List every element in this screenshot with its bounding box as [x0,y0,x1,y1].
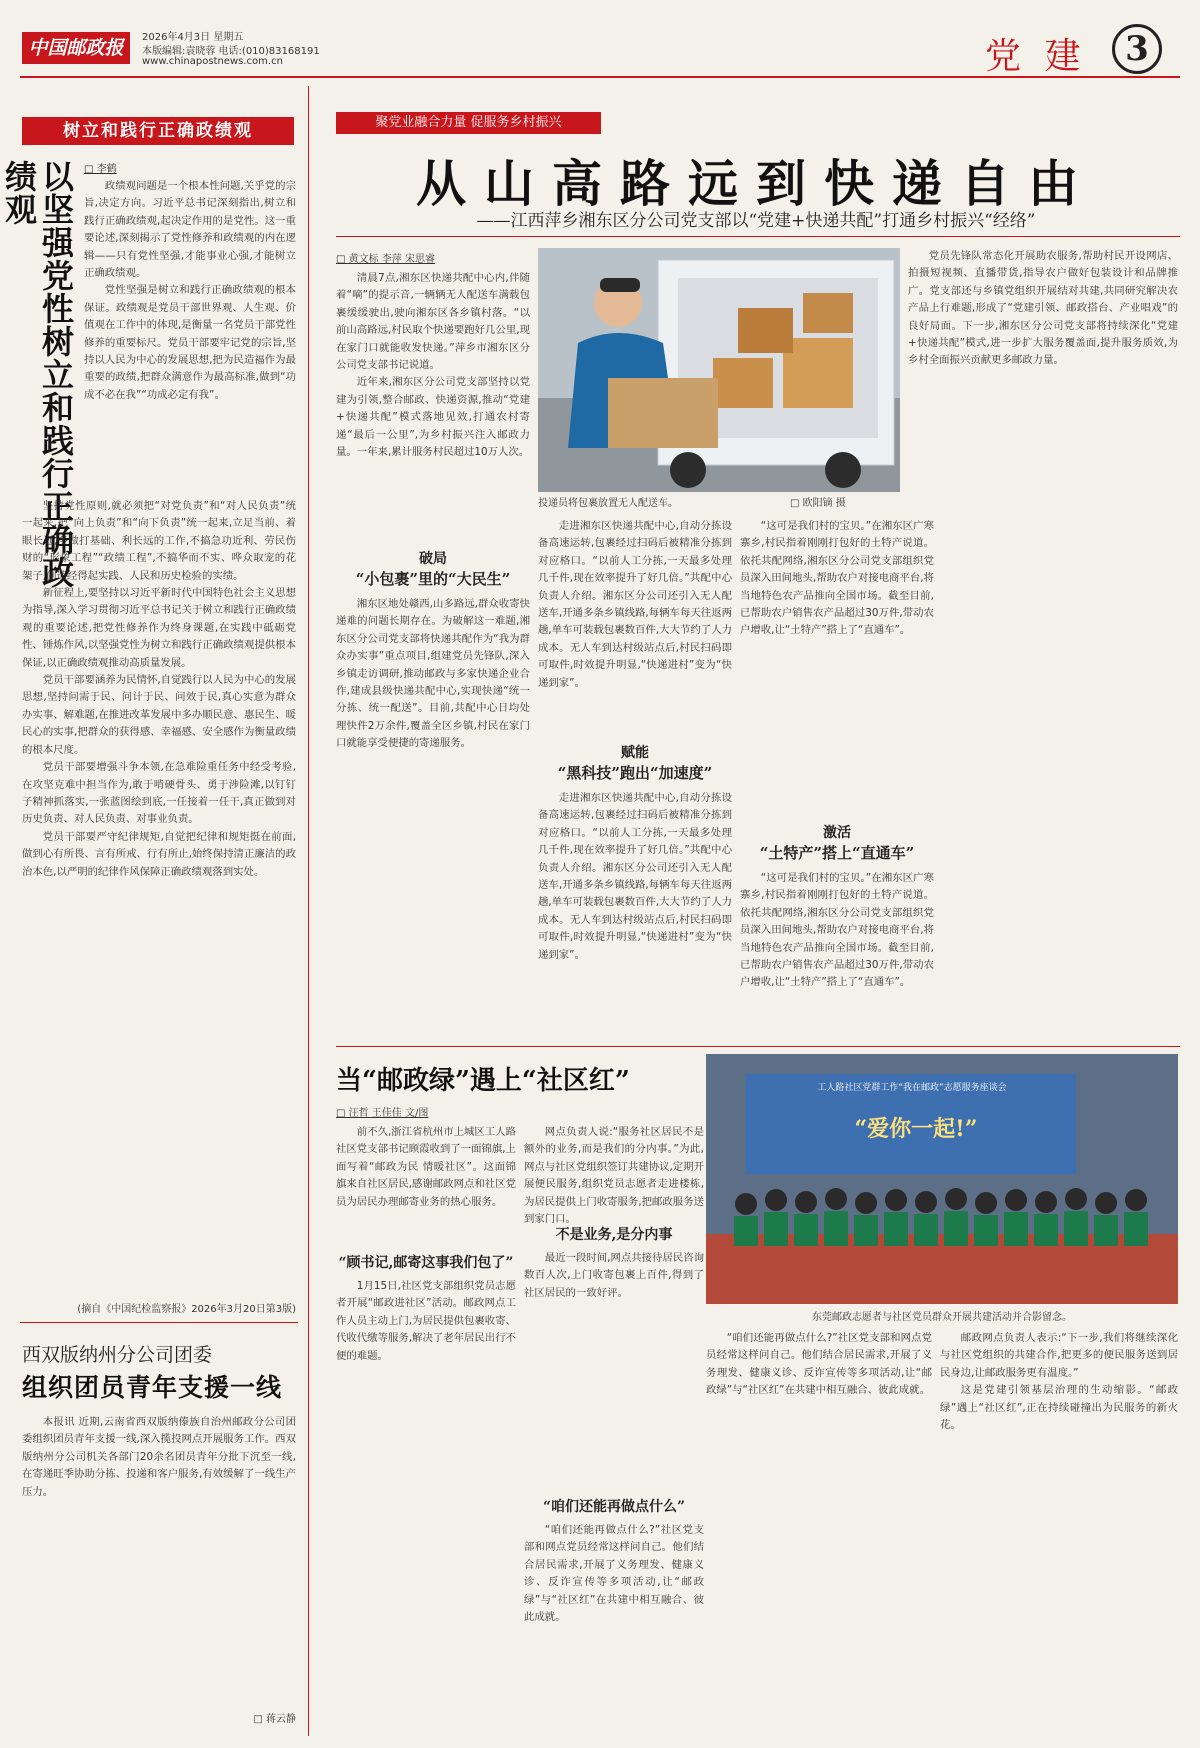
paragraph: 近年来,湘东区分公司党支部坚持以党建为引领,整合邮政、快递资源,推动“党建+快递共配”模式落地见效,打通农村寄递“最后一公里”,为乡村振兴注入邮政力量。一年来,累计服务村民超过10万人次。 [336,376,530,459]
section-heading-3 [740,822,934,863]
bottom-col3: “咱们还能再做点什么?”社区党支部和网点党员经常这样问自己。他们结合居民需求,开展了义务理发、健康义诊、反诈宣传等多项活动,让“邮政绿”与“社区红”在共建中相互融合、彼此成就。 [706,1332,932,1397]
paragraph: 新征程上,要坚持以习近平新时代中国特色社会主义思想为指导,深入学习贯彻习近平总书记关于树立和践行正确政绩观的重要论述,把党性修养作为终身课题,在实践中砥砺党性、锤炼作风,以坚强党性为树立和践行正确政绩观提供根本保证,以正确政绩观推动高质量发展。 [22,587,296,669]
website: www.chinapostnews.com.cn [142,56,283,67]
bottom-col1 [336,1124,516,1244]
paragraph: 前不久,浙江省杭州市上城区工人路社区党支部书记顾霞收到了一面锦旗,上面写着“邮政为民 情暖社区”。这面锦旗来自社区居民,感谢邮政网点和社区党员为居民办理邮寄业务的热心服务。 [336,1126,516,1208]
group-photo-caption: 东莞邮政志愿者与社区党员群众开展共建活动并合影留念。 [812,1312,1072,1323]
courier-photo [538,248,900,492]
main-col3: “这可是我们村的宝贝。”在湘东区广寒寨乡,村民指着刚刚打包好的土特产说道。依托共配网络,湘东区分公司党支部组织党员深入田间地头,帮助农户对接电商平台,将当地特色农产品推向全国市场。截至目前,已帮助农户销售农产品超过30万件,带动农户增收,让“土特产”搭上了“直通车”。 [740,520,934,637]
brief-body: 本报讯 近期,云南省西双版纳傣族自治州邮政分公司团委组织团员青年支援一线,深入揽投网点开展服务工作。西双版纳州分公司机关各部门20余名团员青年分批下沉至一线,在寄递旺季协助分拣、投递和客户服务,有效缓解了一线生产压力。 [22,1416,296,1498]
bottom-col2-mid: 最近一段时间,网点共接待居民咨询数百人次,上门收寄包裹上百件,得到了社区居民的一致好评。 [524,1252,704,1299]
page-number: 3 [1112,24,1162,74]
brief-title-line1: 西双版纳州分公司团委 [22,1344,213,1366]
paragraph: 清晨7点,湘东区快递共配中心内,伴随着“嘀”的提示音,一辆辆无人配送车满载包裹缓缓驶出,驶向湘东区各乡镇村落。“以前山高路远,村民取个快递要跑好几公里,现在家门口就能收发快递。”萍乡市湘东区分公司党支部书记说道。 [336,272,530,372]
masthead [0,0,1200,80]
group-photo-sign: 工人路社区党群工作“我在邮政”志愿服务座谈会 [817,1083,1007,1093]
paragraph: 党性坚强是树立和践行正确政绩观的根本保证。政绩观是党员干部世界观、人生观、价值观在工作中的体现,是衡量一名党员干部党性修养的重要标尺。党员干部要牢记党的宗旨,坚持以人民为中心的发展思想,把为民造福作为最重要的政绩,把群众满意作为最高标准,做到“功成不必在我”“功成必定有我”。 [84,284,296,401]
main-col4: 党员先锋队常态化开展助农服务,帮助村民开设网店、拍摄短视频、直播带货,指导农户做好包装设计和品牌推广。党支部还与乡镇党组织开展结对共建,共同研究解决农产品上行难题,形成了“党建引领、邮政搭台、产业唱戏”的良好局面。下一步,湘东区分公司党支部将持续深化“党建+快递共配”模式,进一步扩大服务覆盖面,提升服务质效,为乡村全面振兴贡献更多邮政力量。 [908,250,1178,367]
left-article-tag: 树立和践行正确政绩观 [22,117,294,145]
bottom-headline: 当“邮政绿”遇上“社区红” [336,1066,630,1096]
brief-author: □ 蒋云静 [253,1714,296,1725]
main-kicker: 聚党业融合力量 促服务乡村振兴 [336,112,601,134]
paragraph: 坚持党性原则,就必须把“对党负责”和“对人民负责”统一起来,把“向上负责”和“向下负责”统一起来,立足当前、着眼长远,多做打基础、利长远的工作,不搞急功近利、劳民伤财的“形象工程”“政绩工程”,不搞华而不实、哗众取宠的花架子,创造经得起实践、人民和历史检验的实绩。 [22,500,296,582]
section-heading-3-title: “土特产”搭上“直通车” [759,844,915,862]
paragraph: 这是党建引领基层治理的生动缩影。“邮政绿”遇上“社区红”,正在持续碰撞出为民服务的新火花。 [940,1384,1178,1432]
bottom-col2-lower: “咱们还能再做点什么?”社区党支部和网点党员经常这样问自己。他们结合居民需求,开展了义务理发、健康义诊、反诈宣传等多项活动,让“邮政绿”与“社区红”在共建中相互融合、彼此成就。 [524,1524,704,1624]
section-heading-1 [336,548,530,589]
paragraph: 邮政网点负责人表示:“下一步,我们将继续深化与社区党组织的共建合作,把更多的便民服务送到居民身边,让邮政服务更有温度。” [940,1332,1178,1379]
section-heading-1-kicker: 破局 [419,551,447,567]
section-title: 党 建 [985,36,1087,77]
main-subhead: ——江西萍乡湘东区分公司党支部以“党建+快递共配”打通乡村振兴“经络” [476,211,1036,231]
bottom-byline: □ 汪哲 王佳佳 文/图 [336,1108,429,1119]
paragraph: 党员干部要严守纪律规矩,自觉把纪律和规矩挺在前面,做到心有所畏、言有所戒、行有所止,始终保持清正廉洁的政治本色,以严明的纪律作风保障正确政绩观落到实处。 [22,830,296,878]
section-heading-2-kicker: 赋能 [621,745,649,761]
left-article-body [84,178,296,488]
main-col3-lower: “这可是我们村的宝贝。”在湘东区广寒寨乡,村民指着刚刚打包好的土特产说道。依托共配网络,湘东区分公司党支部组织党员深入田间地头,帮助农户对接电商平台,将当地特色农产品推向全国市场。截至目前,已帮助农户销售农产品超过30万件,带动农户增收,让“土特产”搭上了“直通车”。 [740,872,934,989]
left-article-body-continued [22,498,296,1298]
group-photo-banner: “爱你一起!” [854,1116,978,1142]
photo-credit: □ 欧阳镝 摄 [790,498,846,509]
photo-caption: 投递员将包裹放置无人配送车。 [538,498,678,509]
paragraph: 党员干部要增强斗争本领,在急难险重任务中经受考验,在攻坚克难中担当作为,敢于啃硬骨头、勇于涉险滩,以钉钉子精神抓落实,一张蓝图绘到底,一任接着一任干,真正做到对历史负责、对人民负责、对事业负责。 [22,761,296,826]
page-editors: 本版编辑:袁晓蓉 电话:(010)83168191 [142,46,320,57]
group-photo [706,1054,1178,1304]
logo: 中国邮政报 [22,32,130,64]
section-heading-2-title: “黑科技”跑出“加速度” [557,764,713,782]
main-byline: □ 黄文标 李萍 宋思睿 [336,254,435,265]
left-article-source: (摘自《中国纪检监察报》2026年3月20日第3版) [77,1304,296,1315]
bottom-col2: 网点负责人说:“服务社区居民不是额外的业务,而是我们的分内事。”为此,网点与社区党组织签订共建协议,定期开展便民服务,组织党员志愿者走进楼栋,为居民提供上门收寄服务,把邮政服务送到家门口。 [524,1126,704,1226]
paragraph: 党员干部要涵养为民情怀,自觉践行以人民为中心的发展思想,坚持问需于民、问计于民、问效于民,真心实意为群众办实事、解难题,在推进改革发展中多办顺民意、惠民生、暖民心的实事,把群众的获得感、幸福感、安全感作为衡量政绩的根本尺度。 [22,674,296,756]
bottom-section-heading-2: 不是业务,是分内事 [555,1227,673,1243]
bottom-section-heading-3: “咱们还能再做点什么” [542,1499,686,1515]
issue-date: 2026年4月3日 星期五 [142,32,244,43]
left-article-author: □ 李鹤 [84,164,117,175]
left-article-headline: 以坚强党性树立和践行正确政绩观 [0,160,75,589]
bottom-section-heading-1: “顾书记,邮寄这事我们包了” [338,1255,514,1271]
section-heading-2 [538,742,732,783]
bottom-col4 [940,1330,1178,1738]
section-heading-1-title: “小包裹”里的“大民生” [355,570,511,588]
main-headline: 从山高路远到快递自由 [416,154,1096,213]
main-col1-lower: 湘东区地处赣西,山多路远,群众收寄快递难的问题长期存在。为破解这一难题,湘东区分公司党支部将快递共配作为“我为群众办实事”重点项目,组建党员先锋队,深入乡镇走访调研,推动邮政与多家快递企业合作,建成县级快递共配中心,实现快递“统一分拣、统一配送”。目前,共配中心日均处理快件2万余件,覆盖全区乡镇,村民在家门口就能享受便捷的寄递服务。 [336,598,530,750]
paragraph: 政绩观问题是一个根本性问题,关乎党的宗旨,决定方向。习近平总书记深刻指出,树立和践行正确政绩观,起决定作用的是党性。这一重要论述,深刻揭示了党性修养和政绩观的内在逻辑——只有党性坚强,才能事业心强,才能树立正确政绩观。 [84,180,296,280]
courier-photo-illustration [538,248,900,492]
main-col1 [336,270,530,540]
section-heading-3-kicker: 激活 [823,825,851,841]
main-col2: 走进湘东区快递共配中心,自动分拣设备高速运转,包裹经过扫码后被精准分拣到对应格口。“以前人工分拣,一天最多处理几千件,现在效率提升了好几倍。”共配中心负责人介绍。湘东区分公司还引入无人配送车,开通多条乡镇线路,每辆车每天往返两趟,单车可装载包裹数百件,大大节约了人力成本。无人车到达村级站点后,村民扫码即可取件,时效提升明显,“快递进村”变为“快递到家”。 [538,520,732,689]
bottom-col1-lower: 1月15日,社区党支部组织党员志愿者开展“邮政进社区”活动。邮政网点工作人员主动上门,为居民提供包裹收寄、代收代缴等服务,解决了老年居民出行不便的难题。 [336,1280,516,1362]
brief-title-line2: 组织团员青年支援一线 [22,1373,283,1402]
main-col2-lower: 走进湘东区快递共配中心,自动分拣设备高速运转,包裹经过扫码后被精准分拣到对应格口。“以前人工分拣,一天最多处理几千件,现在效率提升了好几倍。”共配中心负责人介绍。湘东区分公司还引入无人配送车,开通多条乡镇线路,每辆车每天往返两趟,单车可装载包裹数百件,大大节约了人力成本。无人车到达村级站点后,村民扫码即可取件,时效提升明显,“快递进村”变为“快递到家”。 [538,792,732,961]
